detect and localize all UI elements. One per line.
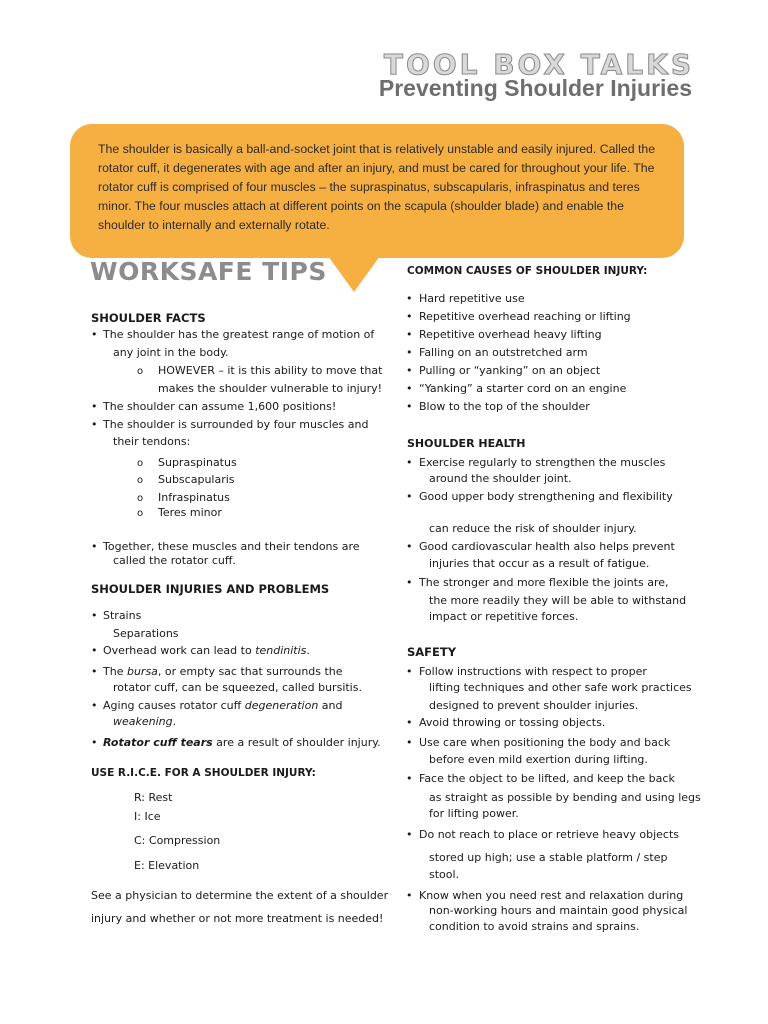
cause-item: Repetitive overhead reaching or lifting — [419, 310, 631, 323]
bullet-icon: • — [406, 665, 413, 678]
cause-item: Repetitive overhead heavy lifting — [419, 328, 602, 341]
document-subtitle: Preventing Shoulder Injuries — [378, 75, 692, 101]
bullet-icon: • — [406, 889, 413, 902]
muscle-item: Infraspinatus — [158, 491, 230, 504]
intro-callout — [70, 124, 684, 258]
bullet-icon: • — [406, 292, 413, 305]
safety-3-line-2: before even mild exertion during lifting. — [429, 753, 648, 766]
bullet-icon: • — [406, 364, 413, 377]
circle-bullet-icon: o — [137, 493, 144, 504]
health-2-line-1: Good upper body strengthening and flexibility — [419, 490, 673, 503]
shoulder-facts-heading: SHOULDER FACTS — [91, 311, 206, 325]
fact-3-line-2: their tendons: — [113, 435, 191, 448]
bullet-icon: • — [406, 540, 413, 553]
muscle-item: Subscapularis — [158, 473, 235, 486]
health-4-line-1: The stronger and more flexible the joints are, — [419, 576, 669, 589]
health-2-line-2: can reduce the risk of shoulder injury. — [429, 522, 637, 535]
fact-1-line-2: any joint in the body. — [113, 346, 229, 359]
injury-degeneration-line-1: Aging causes rotator cuff degeneration and — [103, 699, 343, 712]
safety-5-line-3: stool. — [429, 868, 460, 881]
muscle-item: Supraspinatus — [158, 456, 237, 469]
cause-item: Blow to the top of the shoulder — [419, 400, 590, 413]
health-3-line-1: Good cardiovascular health also helps prevent — [419, 540, 675, 553]
bullet-icon: • — [91, 540, 98, 553]
injury-strains: Strains — [103, 609, 142, 622]
rice-heading: USE R.I.C.E. FOR A SHOULDER INJURY: — [91, 767, 316, 779]
intro-text: The shoulder is basically a ball-and-socket joint that is relatively unstable and easily injured. Called the rotator cuff, it degenerates with age and after an injury, and must be cared for throughout your life. The rotator cuff is comprised of four muscles – the supraspinatus, subscapularis, infraspinatus and teres minor. The four muscles attach at different points on the scapula (shoulder blade) and enable the shoulder to internally and externally rotate. — [98, 142, 656, 232]
bullet-icon: • — [406, 328, 413, 341]
fact-2: The shoulder can assume 1,600 positions! — [103, 400, 337, 413]
circle-bullet-icon: o — [137, 366, 144, 377]
bullet-icon: • — [91, 665, 98, 678]
bullet-icon: • — [406, 772, 413, 785]
safety-6-line-3: condition to avoid strains and sprains. — [429, 920, 640, 933]
health-heading: SHOULDER HEALTH — [407, 437, 526, 450]
safety-1-line-2: lifting techniques and other safe work practices — [429, 681, 692, 694]
bullet-icon: • — [406, 310, 413, 323]
cause-item: Pulling or “yanking” on an object — [419, 364, 601, 377]
safety-5-line-2: stored up high; use a stable platform / step — [429, 851, 668, 864]
injury-rotator-cuff-tears: Rotator cuff tears are a result of shoulder injury. — [103, 736, 381, 749]
callout-pointer — [328, 256, 380, 292]
bullet-icon: • — [406, 400, 413, 413]
bullet-icon: • — [406, 382, 413, 395]
injury-bursitis-line-2: rotator cuff, can be squeezed, called bursitis. — [113, 681, 362, 694]
bullet-icon: • — [91, 736, 98, 749]
health-3-line-2: injuries that occur as a result of fatigue. — [429, 557, 650, 570]
bullet-icon: • — [91, 418, 98, 431]
closing-line-2: injury and whether or not more treatment is needed! — [91, 912, 384, 925]
bullet-icon: • — [406, 828, 413, 841]
rice-compression: C: Compression — [134, 834, 221, 847]
cause-item: Falling on an outstretched arm — [419, 346, 588, 359]
bullet-icon: • — [91, 400, 98, 413]
circle-bullet-icon: o — [137, 475, 144, 486]
rice-elevation: E: Elevation — [134, 859, 200, 872]
bullet-icon: • — [406, 736, 413, 749]
bullet-icon: • — [406, 490, 413, 503]
safety-heading: SAFETY — [407, 645, 457, 659]
safety-2: Avoid throwing or tossing objects. — [419, 716, 606, 729]
cause-item: “Yanking” a starter cord on an engine — [419, 382, 627, 395]
health-1-line-1: Exercise regularly to strengthen the muscles — [419, 456, 666, 469]
bullet-icon: • — [406, 346, 413, 359]
closing-line-1: See a physician to determine the extent of a shoulder — [91, 889, 389, 902]
fact-1-line-1: The shoulder has the greatest range of motion of — [103, 328, 375, 341]
injury-tendinitis: Overhead work can lead to tendinitis. — [103, 644, 310, 657]
fact-1-sub-line-1: HOWEVER – it is this ability to move that — [158, 364, 383, 377]
safety-6-line-2: non-working hours and maintain good physical — [429, 904, 688, 917]
circle-bullet-icon: o — [137, 508, 144, 519]
safety-1-line-1: Follow instructions with respect to proper — [419, 665, 647, 678]
worksafe-tips-heading: WORKSAFE TIPS — [90, 257, 327, 286]
safety-4-line-3: for lifting power. — [429, 807, 519, 820]
bullet-icon: • — [91, 699, 98, 712]
fact-4-line-1: Together, these muscles and their tendons are — [103, 540, 360, 553]
safety-3-line-1: Use care when positioning the body and back — [419, 736, 671, 749]
safety-1-line-3: designed to prevent shoulder injuries. — [429, 699, 639, 712]
injuries-heading: SHOULDER INJURIES AND PROBLEMS — [91, 582, 330, 596]
injury-separations: Separations — [113, 627, 179, 640]
safety-4-line-1: Face the object to be lifted, and keep the back — [419, 772, 675, 785]
rice-ice: I: Ice — [134, 810, 161, 823]
bullet-icon: • — [406, 456, 413, 469]
health-1-line-2: around the shoulder joint. — [429, 472, 572, 485]
bullet-icon: • — [406, 716, 413, 729]
bullet-icon: • — [91, 609, 98, 622]
safety-6-line-1: Know when you need rest and relaxation during — [419, 889, 684, 902]
circle-bullet-icon: o — [137, 458, 144, 469]
fact-4-line-2: called the rotator cuff. — [113, 554, 236, 567]
bullet-icon: • — [91, 328, 98, 341]
safety-5-line-1: Do not reach to place or retrieve heavy objects — [419, 828, 679, 841]
muscle-item: Teres minor — [158, 506, 222, 519]
injury-degeneration-line-2: weakening. — [113, 715, 177, 728]
rice-rest: R: Rest — [134, 791, 173, 804]
causes-heading: COMMON CAUSES OF SHOULDER INJURY: — [407, 265, 648, 277]
bullet-icon: • — [406, 576, 413, 589]
cause-item: Hard repetitive use — [419, 292, 525, 305]
bullet-icon: • — [91, 644, 98, 657]
document-title: TOOL BOX TALKS — [383, 48, 694, 81]
health-4-line-3: impact or repetitive forces. — [429, 610, 579, 623]
injury-bursitis-line-1: The bursa, or empty sac that surrounds the — [103, 665, 343, 678]
safety-4-line-2: as straight as possible by bending and using legs — [429, 791, 701, 804]
health-4-line-2: the more readily they will be able to withstand — [429, 594, 687, 607]
fact-1-sub-line-2: makes the shoulder vulnerable to injury! — [158, 382, 383, 395]
fact-3-line-1: The shoulder is surrounded by four muscles and — [103, 418, 369, 431]
